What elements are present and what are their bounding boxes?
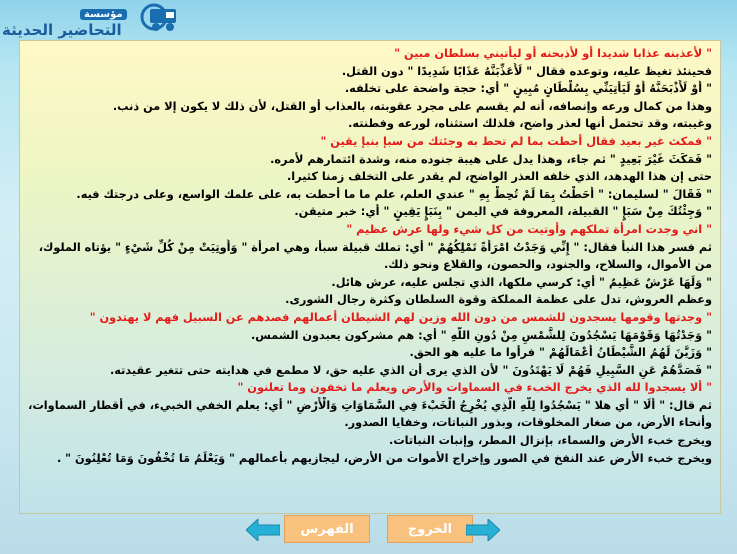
tafsir-line: ويخرج خبء الأرض عند النفخ في الصور وإخراج الأموات من الأرض، ليجازيهم بأعمالهم " وَيَعْلَمُ مَا تُخْفُونَ وَمَا تُعْلِنُونَ " . <box>56 451 712 465</box>
tafsir-line: " أَوْ لَأَذْبَحَنَّهُ أَوْ لَيَأْتِيَنِّي بِسُلْطَانٍ مُبِينٍ " أي: حجة واضحة على تخلفه. <box>344 82 712 96</box>
tafsir-line: " وَجَدْتُهَا وَقَوْمَهَا يَسْجُدُونَ لِلشَّمْسِ مِنْ دُونِ اللَّهِ " أي: هم مشركون يعبدون الشمس. <box>251 328 712 342</box>
tafsir-line: وهذا من كمال ورعه وإنصافه، أنه لم يقسم على مجرد عقوبته، بالعذاب أو القتل، لأن ذلك لا يكون إلا من ذنب. <box>112 99 712 113</box>
tafsir-text <box>22 45 712 467</box>
tafsir-line: ثم فسر هذا النبأ فقال: " إِنِّي وَجَدْتُ امْرَأَةً تَمْلِكُهُمْ " أي: تملك قبيلة سبأ، وهي امرأة " وَأُوتِيَتْ مِنْ كُلِّ شَيْءٍ " يؤتاه الملوك، <box>38 240 712 254</box>
exit-button[interactable]: الخروج <box>387 515 473 543</box>
tafsir-line: فحينئذ تغيظ عليه، وتوعده فقال " لَأُعَذِّبَنَّهُ عَذَابًا شَدِيدًا " دون القتل. <box>341 64 712 78</box>
next-arrow-icon[interactable] <box>466 519 500 541</box>
tafsir-line: " فَصَدَّهُمْ عَنِ السَّبِيلِ فَهُمْ لَا يَهْتَدُونَ " لأن الذي يرى أن الذي عليه حق، لا مطمع في هدايته حتى تتغير عقيدته. <box>109 363 712 377</box>
tafsir-line: ويخرج خبء الأرض والسماء، بإنزال المطر، وإنبات النباتات. <box>389 434 712 448</box>
content-panel <box>19 40 721 514</box>
verse-heading: " اني وجدت امرأة تملكهم وأوتيت من كل شيء ولها عرش عظيم " <box>346 222 712 236</box>
verse-heading: " ألا يسجدوا لله الذي يخرج الخبء في السماوات والأرض ويعلم ما تخفون وما تعلنون " <box>237 381 712 395</box>
tafsir-line: ثم قال: " أَلَا " أي هلا " يَسْجُدُوا لِلَّهِ الَّذِي يُخْرِجُ الْخَبْءَ فِي السَّمَاوَاتِ وَالْأَرْضِ " أي: يعلم الخفي الخبيء، في أقطار السماوات، <box>28 398 712 412</box>
logo-association: مؤسسة <box>80 9 127 20</box>
tafsir-line: " وَجِئْتُكَ مِنْ سَبَإٍ " القبيلة، المعروفة في اليمن " بِنَبَإٍ يَقِينٍ " أي: خبر متيقن. <box>294 205 712 219</box>
verse-heading: " وجدتها وقومها يسجدون للشمس من دون الله وزين لهم الشيطان أعمالهم فصدهم عن السبيل فهم لا يهتدون " <box>89 310 712 324</box>
previous-arrow-icon[interactable] <box>246 519 280 541</box>
tafsir-line: " وَلَهَا عَرْشٌ عَظِيمٌ " أي: كرسي ملكها، الذي تجلس عليه، عرش هائل. <box>331 275 712 289</box>
tafsir-line: وأنحاء الأرض، من صغار المخلوقات، وبذور النباتات، وخفايا الصدور. <box>344 416 712 430</box>
index-button[interactable]: الفهرس <box>284 515 370 543</box>
tafsir-line: وغيبته، وقد تحتمل أنها لعذر واضح، فلذلك استثناه، لورعه وفطنته. <box>348 117 712 131</box>
tafsir-line: حتى إن هذا الهدهد، الذي خلفه العذر الواضح، لم يقدر على التخلف زمنا كثيرا. <box>287 170 712 184</box>
navigation-bar <box>240 515 500 545</box>
tafsir-line: " فَقَالَ " لسليمان: " أَحَطْتُ بِمَا لَمْ تُحِطْ بِهِ " عندي العلم، علم ما ما أحطت به، على علمك الواسع، وعلى درجتك فيه. <box>76 187 712 201</box>
tafsir-line: من الأموال، والسلاح، والجنود، والحصون، والقلاع ونحو ذلك. <box>383 258 712 272</box>
tafsir-line: وعظم العروش، تدل على عظمة المملكة وقوة السلطان وكثرة رجال الشورى. <box>285 293 712 307</box>
logo-name: التحاضير الحديثة <box>2 21 122 39</box>
verse-heading: " لأعذبنه عذابا شديدا أو لأذبحنه أو ليأتيني بسلطان مبين " <box>394 47 712 60</box>
logo <box>2 3 182 45</box>
tafsir-line: " وَزَيَّنَ لَهُمُ الشَّيْطَانُ أَعْمَالَهُمْ " فرأوا ما عليه هو الحق. <box>409 346 712 360</box>
tafsir-line: " فَمَكَثَ غَيْرَ بَعِيدٍ " ثم جاء، وهذا يدل على هيبة جنوده منه، وشدة ائتمارهم لأمره. <box>270 152 712 166</box>
verse-heading: " فمكث غير بعيد فقال أحطت بما لم تحط به وجئتك من سبإ بنبإ يقين " <box>320 134 712 148</box>
